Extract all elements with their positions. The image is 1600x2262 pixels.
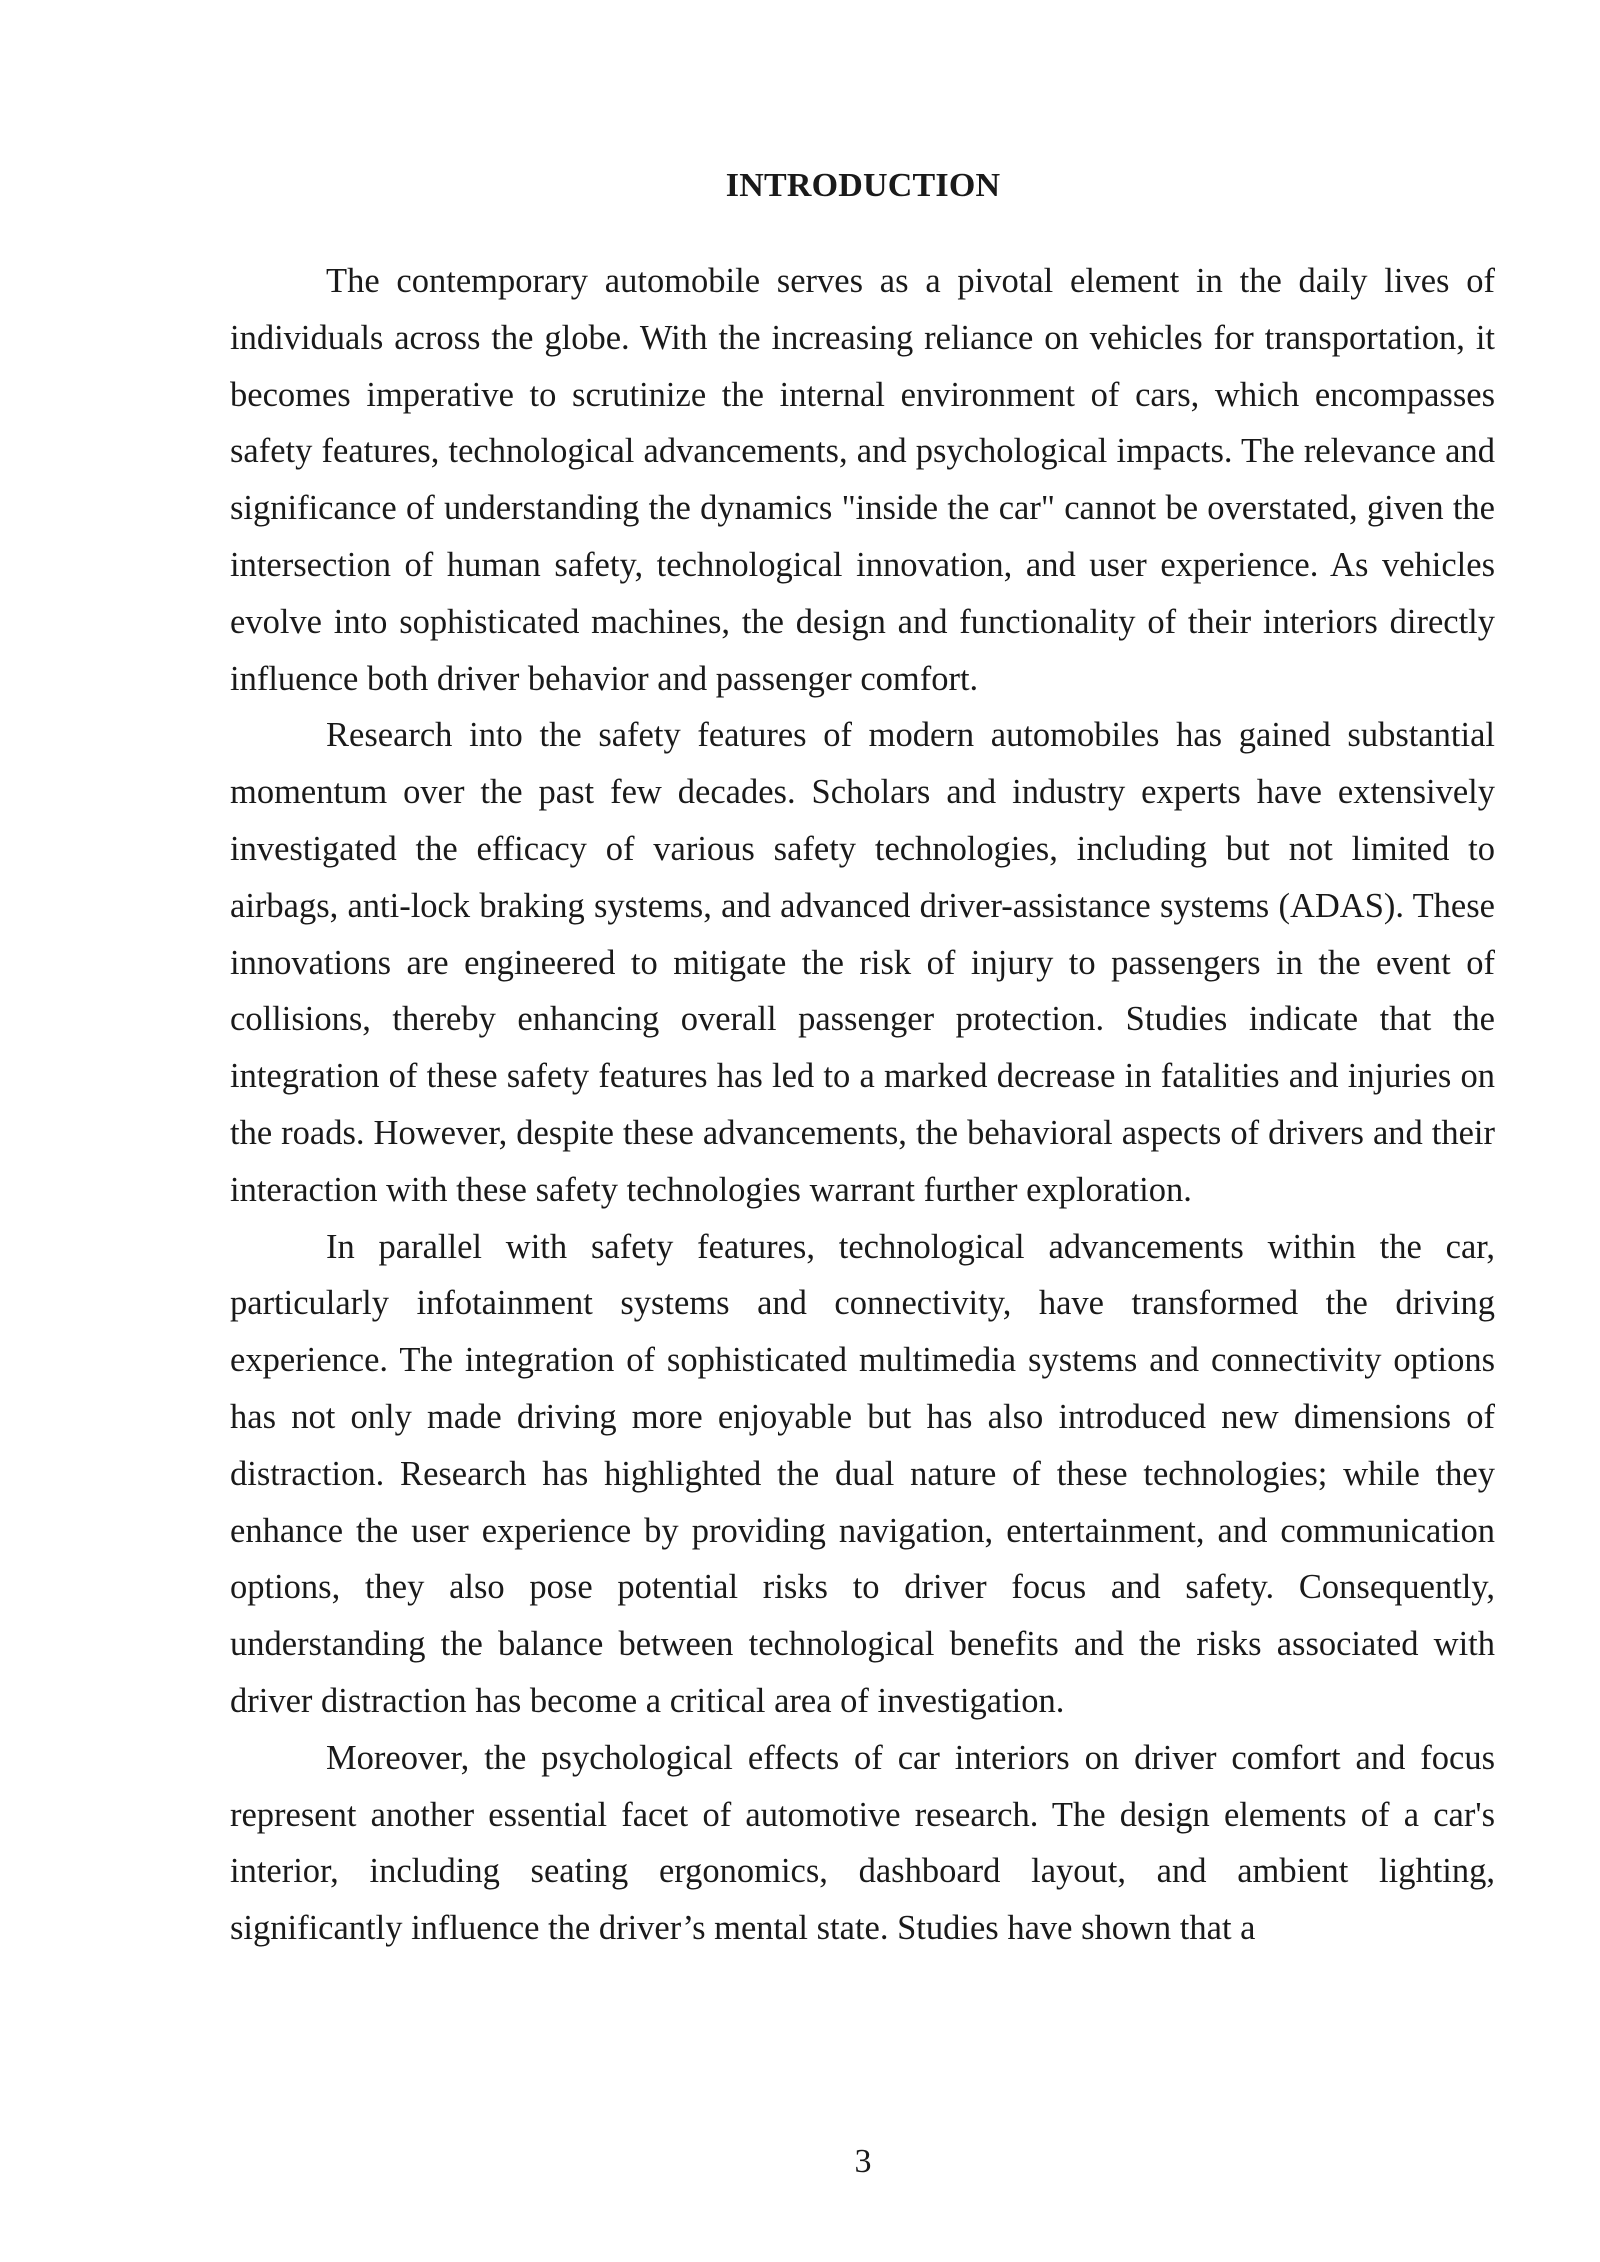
paragraph-1: The contemporary automobile serves as a pivotal element in the daily lives of individuals across the globe. With the increasing reliance on vehicles for transportation, it becomes imperative to scrutinize the internal environment of cars, which encompasses safety features, technological advancements, and psychological impacts. The relevance and significance of understanding the dynamics "inside the car" cannot be overstated, given the intersection of human safety, technological innovation, and user experience. As vehicles evolve into sophisticated machines, the design and functionality of their interiors directly influence both driver behavior and passenger comfort. [230, 262, 1495, 698]
page-title: INTRODUCTION [725, 167, 1001, 204]
paragraph-4: Moreover, the psychological effects of car interiors on driver comfort and focus represent another essential facet of automotive research. The design elements of a car's interior, including seating ergonomics, dashboard layout, and ambient lighting, significantly influence the driver’s mental state. Studies have shown that a [230, 1738, 1495, 1948]
page-number: 3 [854, 2143, 872, 2180]
paragraph-3: In parallel with safety features, technological advancements within the car, particularly infotainment systems and connectivity, have transformed the driving experience. The integration of sophisticated multimedia systems and connectivity options has not only made driving more enjoyable but has also introduced new dimensions of distraction. Research has highlighted the dual nature of these technologies; while they enhance the user experience by providing navigation, entertainment, and communication options, they also pose potential risks to driver focus and safety. Consequently, understanding the balance between technological benefits and the risks associated with driver distraction has become a critical area of investigation. [230, 1227, 1495, 1720]
body-text [230, 253, 1495, 1957]
paragraph-2: Research into the safety features of modern automobiles has gained substantial momentum over the past few decades. Scholars and industry experts have extensively investigated the efficacy of various safety technologies, including but not limited to airbags, anti-lock braking systems, and advanced driver-assistance systems (ADAS). These innovations are engineered to mitigate the risk of injury to passengers in the event of collisions, thereby enhancing overall passenger protection. Studies indicate that the integration of these safety features has led to a marked decrease in fatalities and injuries on the roads. However, despite these advancements, the behavioral aspects of drivers and their interaction with these safety technologies warrant further exploration. [230, 716, 1495, 1209]
